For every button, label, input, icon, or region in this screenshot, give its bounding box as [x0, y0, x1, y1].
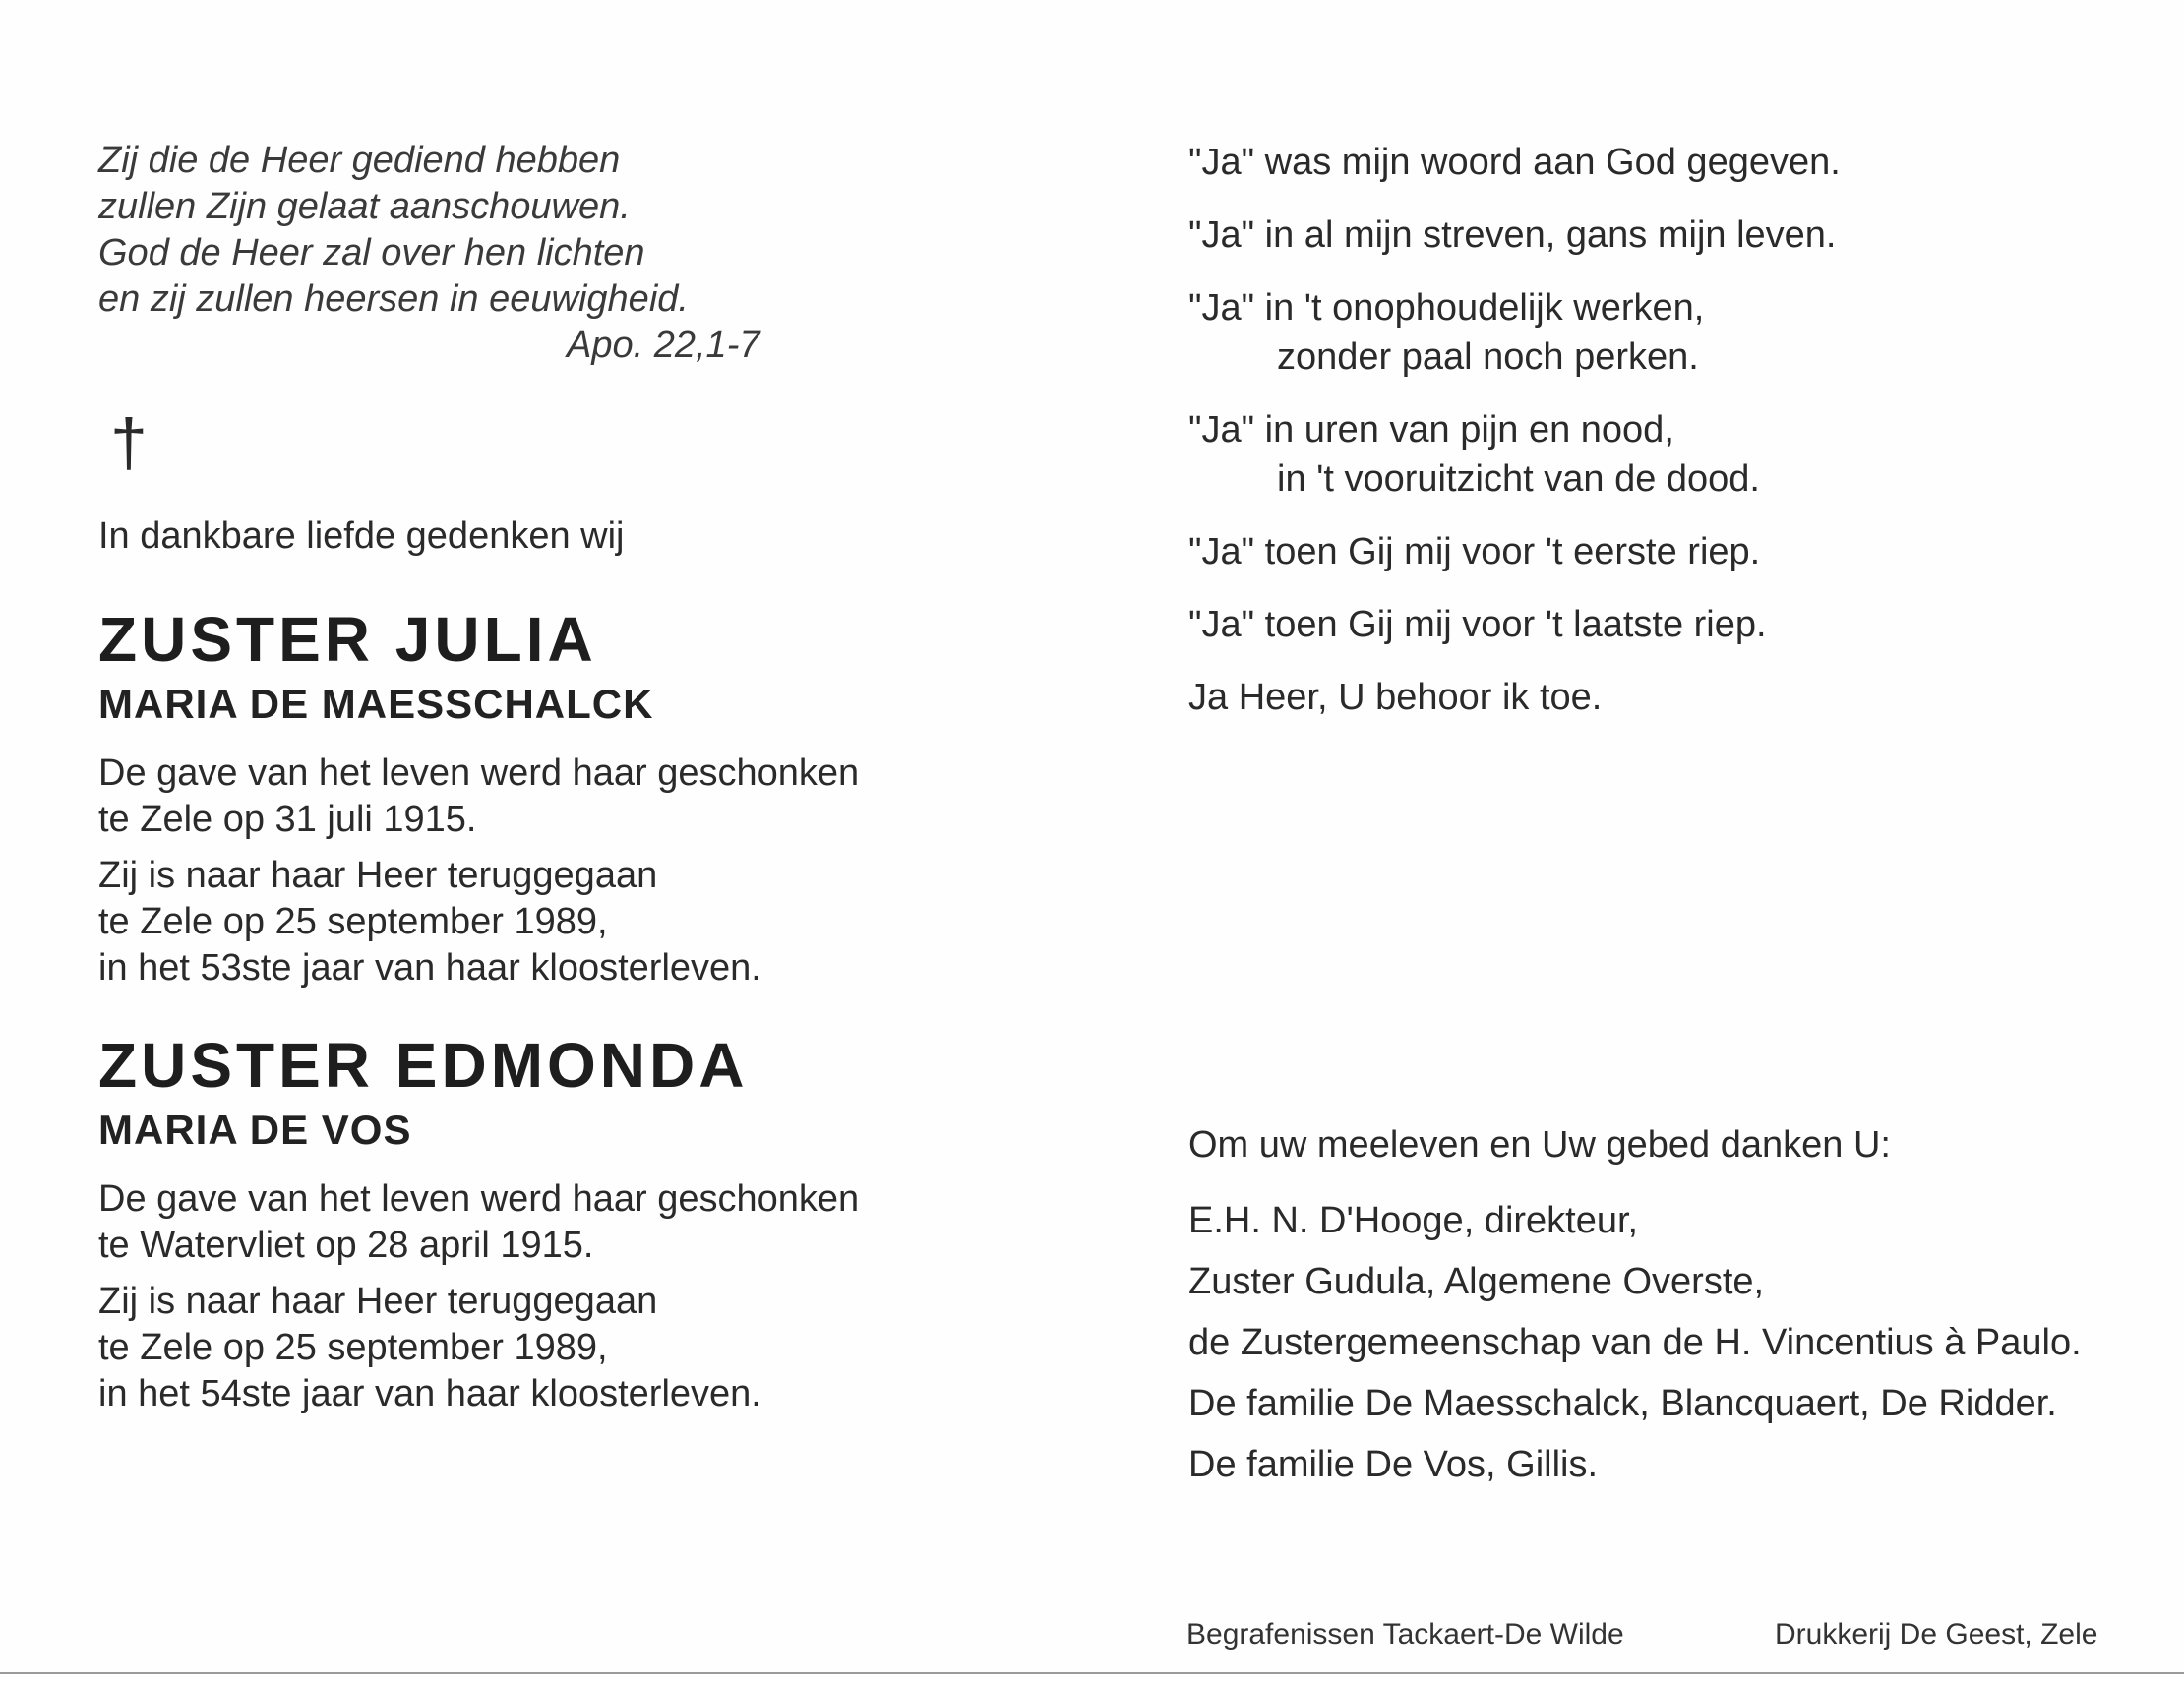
intro-text: In dankbare liefde gedenken wij [98, 515, 625, 557]
bio-line: te Zele op 31 juli 1915. [98, 799, 477, 840]
poem-line: "Ja" in al mijn streven, gans mijn leven. [1188, 214, 1837, 256]
thanks-item: De familie De Maesschalck, Blancquaert, De Ridder. [1188, 1383, 2057, 1424]
verse-line: God de Heer zal over hen lichten [98, 232, 645, 273]
poem-stanza [1188, 527, 2123, 576]
verse-line: zullen Zijn gelaat aanschouwen. [98, 186, 631, 227]
thanks-item: De familie De Vos, Gillis. [1188, 1444, 1599, 1485]
person1-civil-name: MARIA DE MAESSCHALCK [98, 681, 654, 727]
right-column [1188, 138, 2123, 746]
thanks-section [1188, 1115, 2123, 1495]
thanks-heading: Om uw meeleven en Uw gebed danken U: [1188, 1124, 1891, 1166]
poem-line: "Ja" toen Gij mij voor 't eerste riep. [1188, 531, 1761, 572]
poem-line: "Ja" in 't onophoudelijk werken, [1188, 287, 1705, 329]
cross-icon: † [110, 405, 148, 480]
bio-line: in het 53ste jaar van haar kloosterleven. [98, 947, 761, 989]
poem-line-continuation: zonder paal noch perken. [1277, 336, 1699, 378]
person2-civil-name: MARIA DE VOS [98, 1107, 412, 1153]
person2-birth [98, 1176, 1082, 1269]
bio-line: in het 54ste jaar van haar kloosterleven. [98, 1373, 761, 1414]
person1-birth [98, 750, 1082, 843]
bottom-divider [0, 1672, 2184, 1674]
poem-stanza [1188, 138, 2123, 187]
person1-name: ZUSTER JULIA [98, 604, 597, 675]
poem-stanza [1188, 673, 2123, 722]
poem-line: "Ja" toen Gij mij voor 't laatste riep. [1188, 604, 1767, 645]
person2-name: ZUSTER EDMONDA [98, 1030, 749, 1101]
thanks-item: Zuster Gudula, Algemene Overste, [1188, 1261, 1765, 1302]
bio-line: te Zele op 25 september 1989, [98, 1327, 608, 1368]
left-column [98, 138, 1082, 1417]
printer-credit: Drukkerij De Geest, Zele [1775, 1618, 2098, 1651]
poem-line: "Ja" in uren van pijn en nood, [1188, 409, 1674, 450]
thanks-item: de Zustergemeenschap van de H. Vincentius à Paulo. [1188, 1322, 2082, 1363]
bio-line: te Zele op 25 september 1989, [98, 901, 608, 942]
poem-stanza [1188, 210, 2123, 260]
poem-stanza [1188, 600, 2123, 649]
bio-line: De gave van het leven werd haar geschonken [98, 1178, 860, 1220]
poem-line-continuation: in 't vooruitzicht van de dood. [1277, 458, 1760, 500]
verse-reference: Apo. 22,1-7 [567, 325, 760, 366]
person2-death [98, 1279, 1082, 1417]
bio-line: Zij is naar haar Heer teruggegaan [98, 855, 658, 896]
verse-line: Zij die de Heer gediend hebben [98, 140, 621, 181]
bible-verse [98, 138, 1082, 369]
poem-stanza [1188, 283, 2123, 382]
poem-line: Ja Heer, U behoor ik toe. [1188, 677, 1603, 718]
person1-death [98, 853, 1082, 991]
bio-line: Zij is naar haar Heer teruggegaan [98, 1281, 658, 1322]
bio-line: te Watervliet op 28 april 1915. [98, 1225, 594, 1266]
poem [1188, 138, 2123, 722]
poem-stanza [1188, 405, 2123, 504]
funeral-home-credit: Begrafenissen Tackaert-De Wilde [1186, 1618, 1624, 1651]
thanks-item: E.H. N. D'Hooge, direkteur, [1188, 1200, 1639, 1241]
bio-line: De gave van het leven werd haar geschonken [98, 752, 860, 794]
verse-line: en zij zullen heersen in eeuwigheid. [98, 278, 689, 320]
poem-line: "Ja" was mijn woord aan God gegeven. [1188, 142, 1841, 183]
